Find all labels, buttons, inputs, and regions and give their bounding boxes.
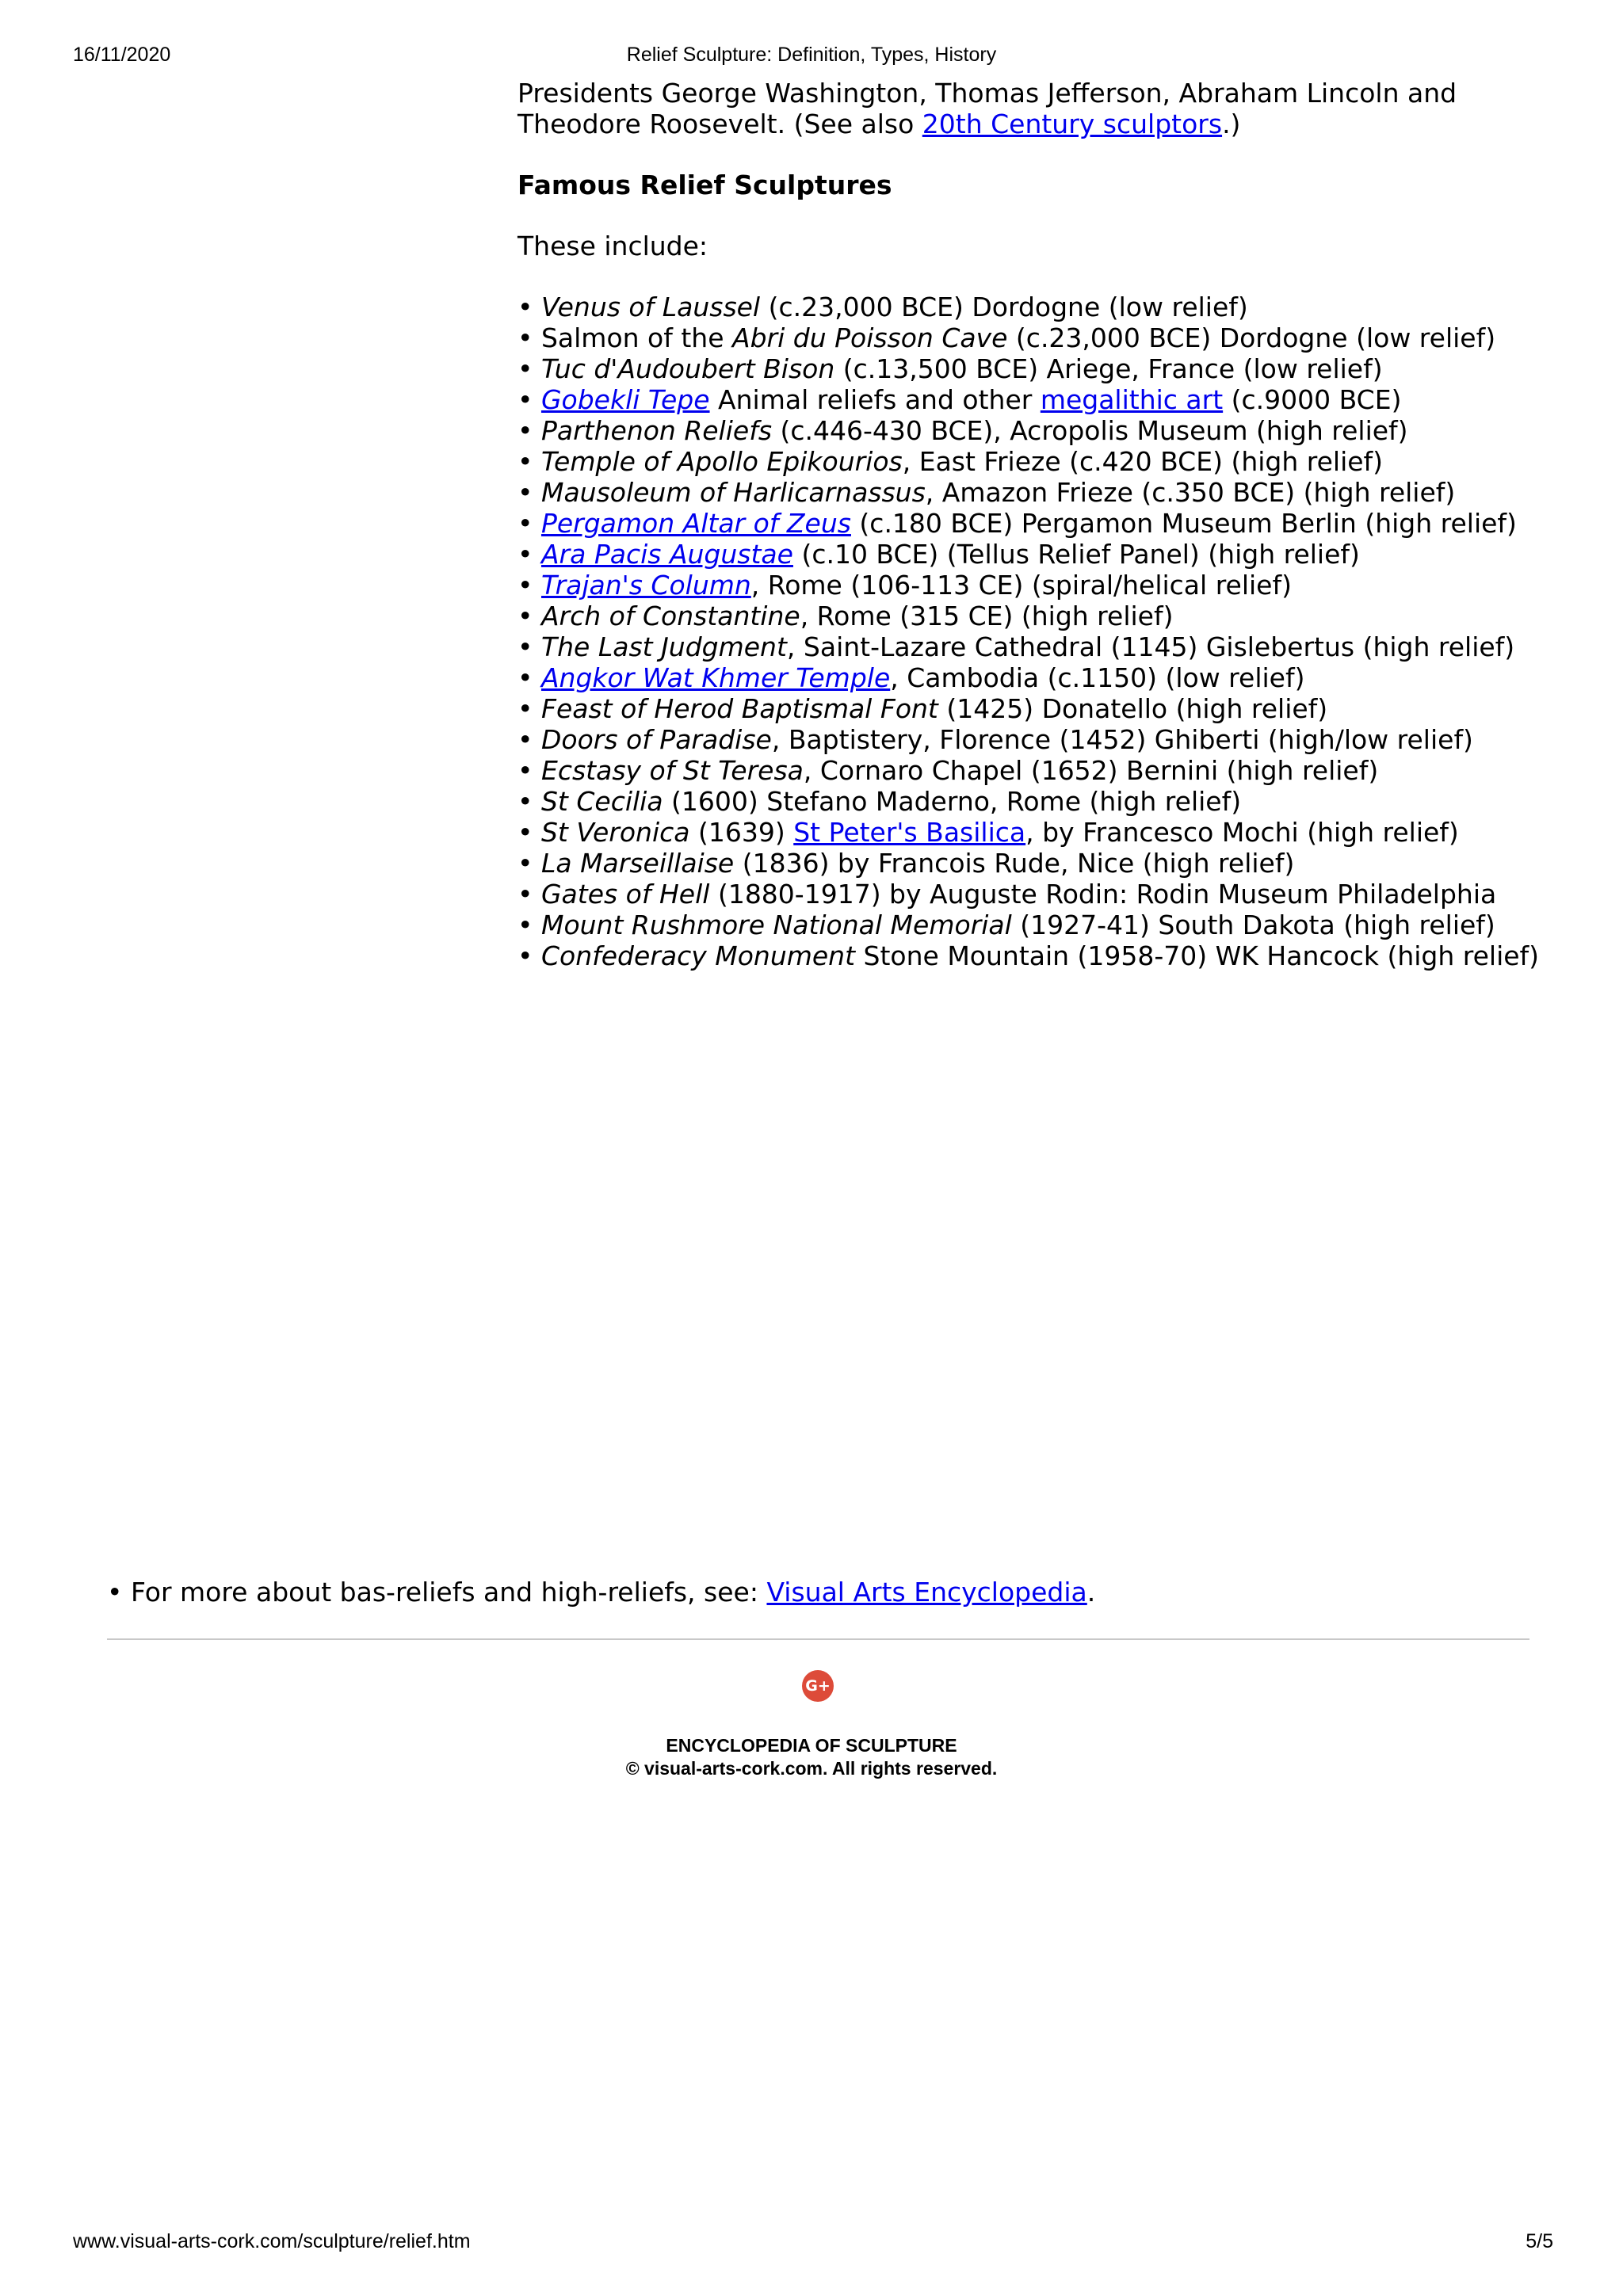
intro-line-2-suffix: .)	[1222, 109, 1241, 139]
list-item-link[interactable]: Angkor Wat Khmer Temple	[540, 662, 891, 693]
list-item-link[interactable]: Pergamon Altar of Zeus	[540, 508, 851, 539]
list-item-link[interactable]: Gobekli Tepe	[540, 384, 710, 415]
list-item	[517, 755, 1579, 786]
list-bullet: •	[517, 446, 541, 477]
list-item-title: La Marseillaise	[540, 848, 735, 879]
list-item	[517, 910, 1579, 940]
list-item-title: Mausoleum of Harlicarnassus	[540, 477, 926, 508]
list-bullet: •	[517, 601, 541, 631]
list-item-title: St Veronica	[540, 817, 690, 848]
list-item-text: (1639)	[689, 817, 794, 848]
footer-divider	[107, 1638, 1529, 1640]
list-item	[517, 570, 1579, 601]
list-item-text: , by Francesco Mochi (high relief)	[1025, 817, 1459, 848]
list-item	[517, 415, 1579, 446]
link-visual-arts-encyclopedia[interactable]: Visual Arts Encyclopedia	[766, 1577, 1087, 1608]
list-item	[517, 848, 1579, 879]
famous-reliefs-list	[517, 292, 1579, 971]
list-item-title: Parthenon Reliefs	[540, 415, 773, 446]
list-item-text: , Rome (315 CE) (high relief)	[800, 601, 1174, 631]
list-bullet: •	[517, 910, 541, 940]
list-item-text: (c.9000 BCE)	[1223, 384, 1402, 415]
list-item	[517, 601, 1579, 631]
list-bullet: •	[517, 384, 541, 415]
site-footer-copyright: © visual-arts-cork.com. All rights reserved.	[625, 1758, 998, 1779]
list-item-text: Salmon of the	[540, 322, 732, 353]
list-item	[517, 322, 1579, 353]
list-bullet: •	[517, 879, 541, 910]
google-plus-icon[interactable]: G+	[802, 1670, 834, 1702]
list-item	[517, 292, 1579, 322]
list-item	[517, 940, 1579, 971]
list-item-text: (1836) by Francois Rude, Nice (high relief)	[734, 848, 1295, 879]
list-item	[517, 631, 1579, 662]
list-bullet: •	[517, 693, 541, 724]
list-item-text: (c.23,000 BCE) Dordogne (low relief)	[1007, 322, 1496, 353]
list-item-title: Feast of Herod Baptismal Font	[540, 693, 938, 724]
list-item-text: , Saint-Lazare Cathedral (1145) Gislebertus (high relief)	[786, 631, 1515, 662]
list-bullet: •	[517, 292, 541, 322]
list-item-text: Stone Mountain (1958-70) WK Hancock (high relief)	[855, 940, 1540, 971]
list-item	[517, 446, 1579, 477]
list-item-text: , Baptistery, Florence (1452) Ghiberti (high/low relief)	[771, 724, 1473, 755]
intro-paragraph	[517, 78, 1579, 139]
intro-line-1: Presidents George Washington, Thomas Jefferson, Abraham Lincoln and	[517, 78, 1457, 109]
list-item-title: Venus of Laussel	[540, 292, 761, 322]
list-item	[517, 384, 1579, 415]
list-item-link[interactable]: Ara Pacis Augustae	[540, 539, 793, 570]
list-item	[517, 508, 1579, 539]
print-page-title: Relief Sculpture: Definition, Types, History	[626, 44, 997, 66]
list-item-title: Tuc d'Audoubert Bison	[540, 353, 835, 384]
more-info-suffix: .	[1086, 1577, 1096, 1608]
print-url: www.visual-arts-cork.com/sculpture/relief.htm	[73, 2230, 471, 2252]
list-item	[517, 724, 1579, 755]
list-item	[517, 662, 1579, 693]
list-item-title: Arch of Constantine	[540, 601, 800, 631]
list-bullet: •	[517, 539, 541, 570]
list-bullet: •	[517, 786, 541, 817]
list-bullet: •	[517, 322, 541, 353]
list-item-text: (c.23,000 BCE) Dordogne (low relief)	[760, 292, 1248, 322]
list-bullet: •	[517, 724, 541, 755]
list-bullet: •	[517, 477, 541, 508]
list-item-link[interactable]: St Peter's Basilica	[793, 817, 1026, 848]
list-bullet: •	[517, 662, 541, 693]
list-item-title: St Cecilia	[540, 786, 663, 817]
list-bullet: •	[517, 817, 541, 848]
print-date: 16/11/2020	[73, 44, 171, 66]
list-item-title: Ecstasy of St Teresa	[540, 755, 804, 786]
list-item-text: , East Frieze (c.420 BCE) (high relief)	[902, 446, 1384, 477]
list-item-text: , Rome (106-113 CE) (spiral/helical relief)	[750, 570, 1292, 601]
list-item-text: Animal reliefs and other	[709, 384, 1041, 415]
article-content	[517, 78, 1579, 971]
site-footer-title: ENCYCLOPEDIA OF SCULPTURE	[666, 1735, 957, 1756]
list-item	[517, 817, 1579, 848]
list-item	[517, 477, 1579, 508]
list-item-text: (c.446-430 BCE), Acropolis Museum (high relief)	[772, 415, 1408, 446]
list-item-text: , Cambodia (c.1150) (low relief)	[890, 662, 1305, 693]
list-item-text: (c.13,500 BCE) Ariege, France (low relief)	[834, 353, 1383, 384]
print-page-number: 5/5	[1526, 2230, 1553, 2252]
list-bullet: •	[517, 353, 541, 384]
more-info-prefix: • For more about bas-reliefs and high-reliefs, see:	[107, 1577, 767, 1608]
list-bullet: •	[517, 755, 541, 786]
list-item	[517, 539, 1579, 570]
list-bullet: •	[517, 570, 541, 601]
list-item-link[interactable]: Trajan's Column	[540, 570, 751, 601]
list-item	[517, 693, 1579, 724]
list-item	[517, 786, 1579, 817]
list-item-text: (1600) Stefano Maderno, Rome (high relief)	[663, 786, 1242, 817]
list-item	[517, 353, 1579, 384]
list-item-title: Doors of Paradise	[540, 724, 772, 755]
list-item-title: The Last Judgment	[540, 631, 787, 662]
list-item-title: Temple of Apollo Epikourios	[540, 446, 903, 477]
list-item-text: , Cornaro Chapel (1652) Bernini (high relief)	[803, 755, 1379, 786]
list-bullet: •	[517, 508, 541, 539]
list-bullet: •	[517, 848, 541, 879]
link-20th-century-sculptors[interactable]: 20th Century sculptors	[922, 109, 1223, 139]
list-item-title: Gates of Hell	[540, 879, 710, 910]
list-item-title: Abri du Poisson Cave	[732, 322, 1008, 353]
list-item-text: , Amazon Frieze (c.350 BCE) (high relief)	[925, 477, 1456, 508]
section-lead: These include:	[517, 231, 708, 261]
list-item-text: (1425) Donatello (high relief)	[938, 693, 1328, 724]
list-item-title: Confederacy Monument	[540, 940, 856, 971]
list-bullet: •	[517, 415, 541, 446]
more-info-line	[107, 1577, 1095, 1608]
list-item-title: Mount Rushmore National Memorial	[540, 910, 1012, 940]
list-bullet: •	[517, 631, 541, 662]
list-item	[517, 879, 1579, 910]
list-item-text: (c.10 BCE) (Tellus Relief Panel) (high relief)	[792, 539, 1360, 570]
list-item-text: (1927-41) South Dakota (high relief)	[1011, 910, 1495, 940]
list-bullet: •	[517, 940, 541, 971]
list-item-text: (c.180 BCE) Pergamon Museum Berlin (high relief)	[850, 508, 1517, 539]
list-item-text: (1880-1917) by Auguste Rodin: Rodin Museum Philadelphia	[709, 879, 1497, 910]
intro-line-2-prefix: Theodore Roosevelt. (See also	[517, 109, 922, 139]
list-item-link[interactable]: megalithic art	[1040, 384, 1224, 415]
section-heading: Famous Relief Sculptures	[517, 170, 892, 200]
